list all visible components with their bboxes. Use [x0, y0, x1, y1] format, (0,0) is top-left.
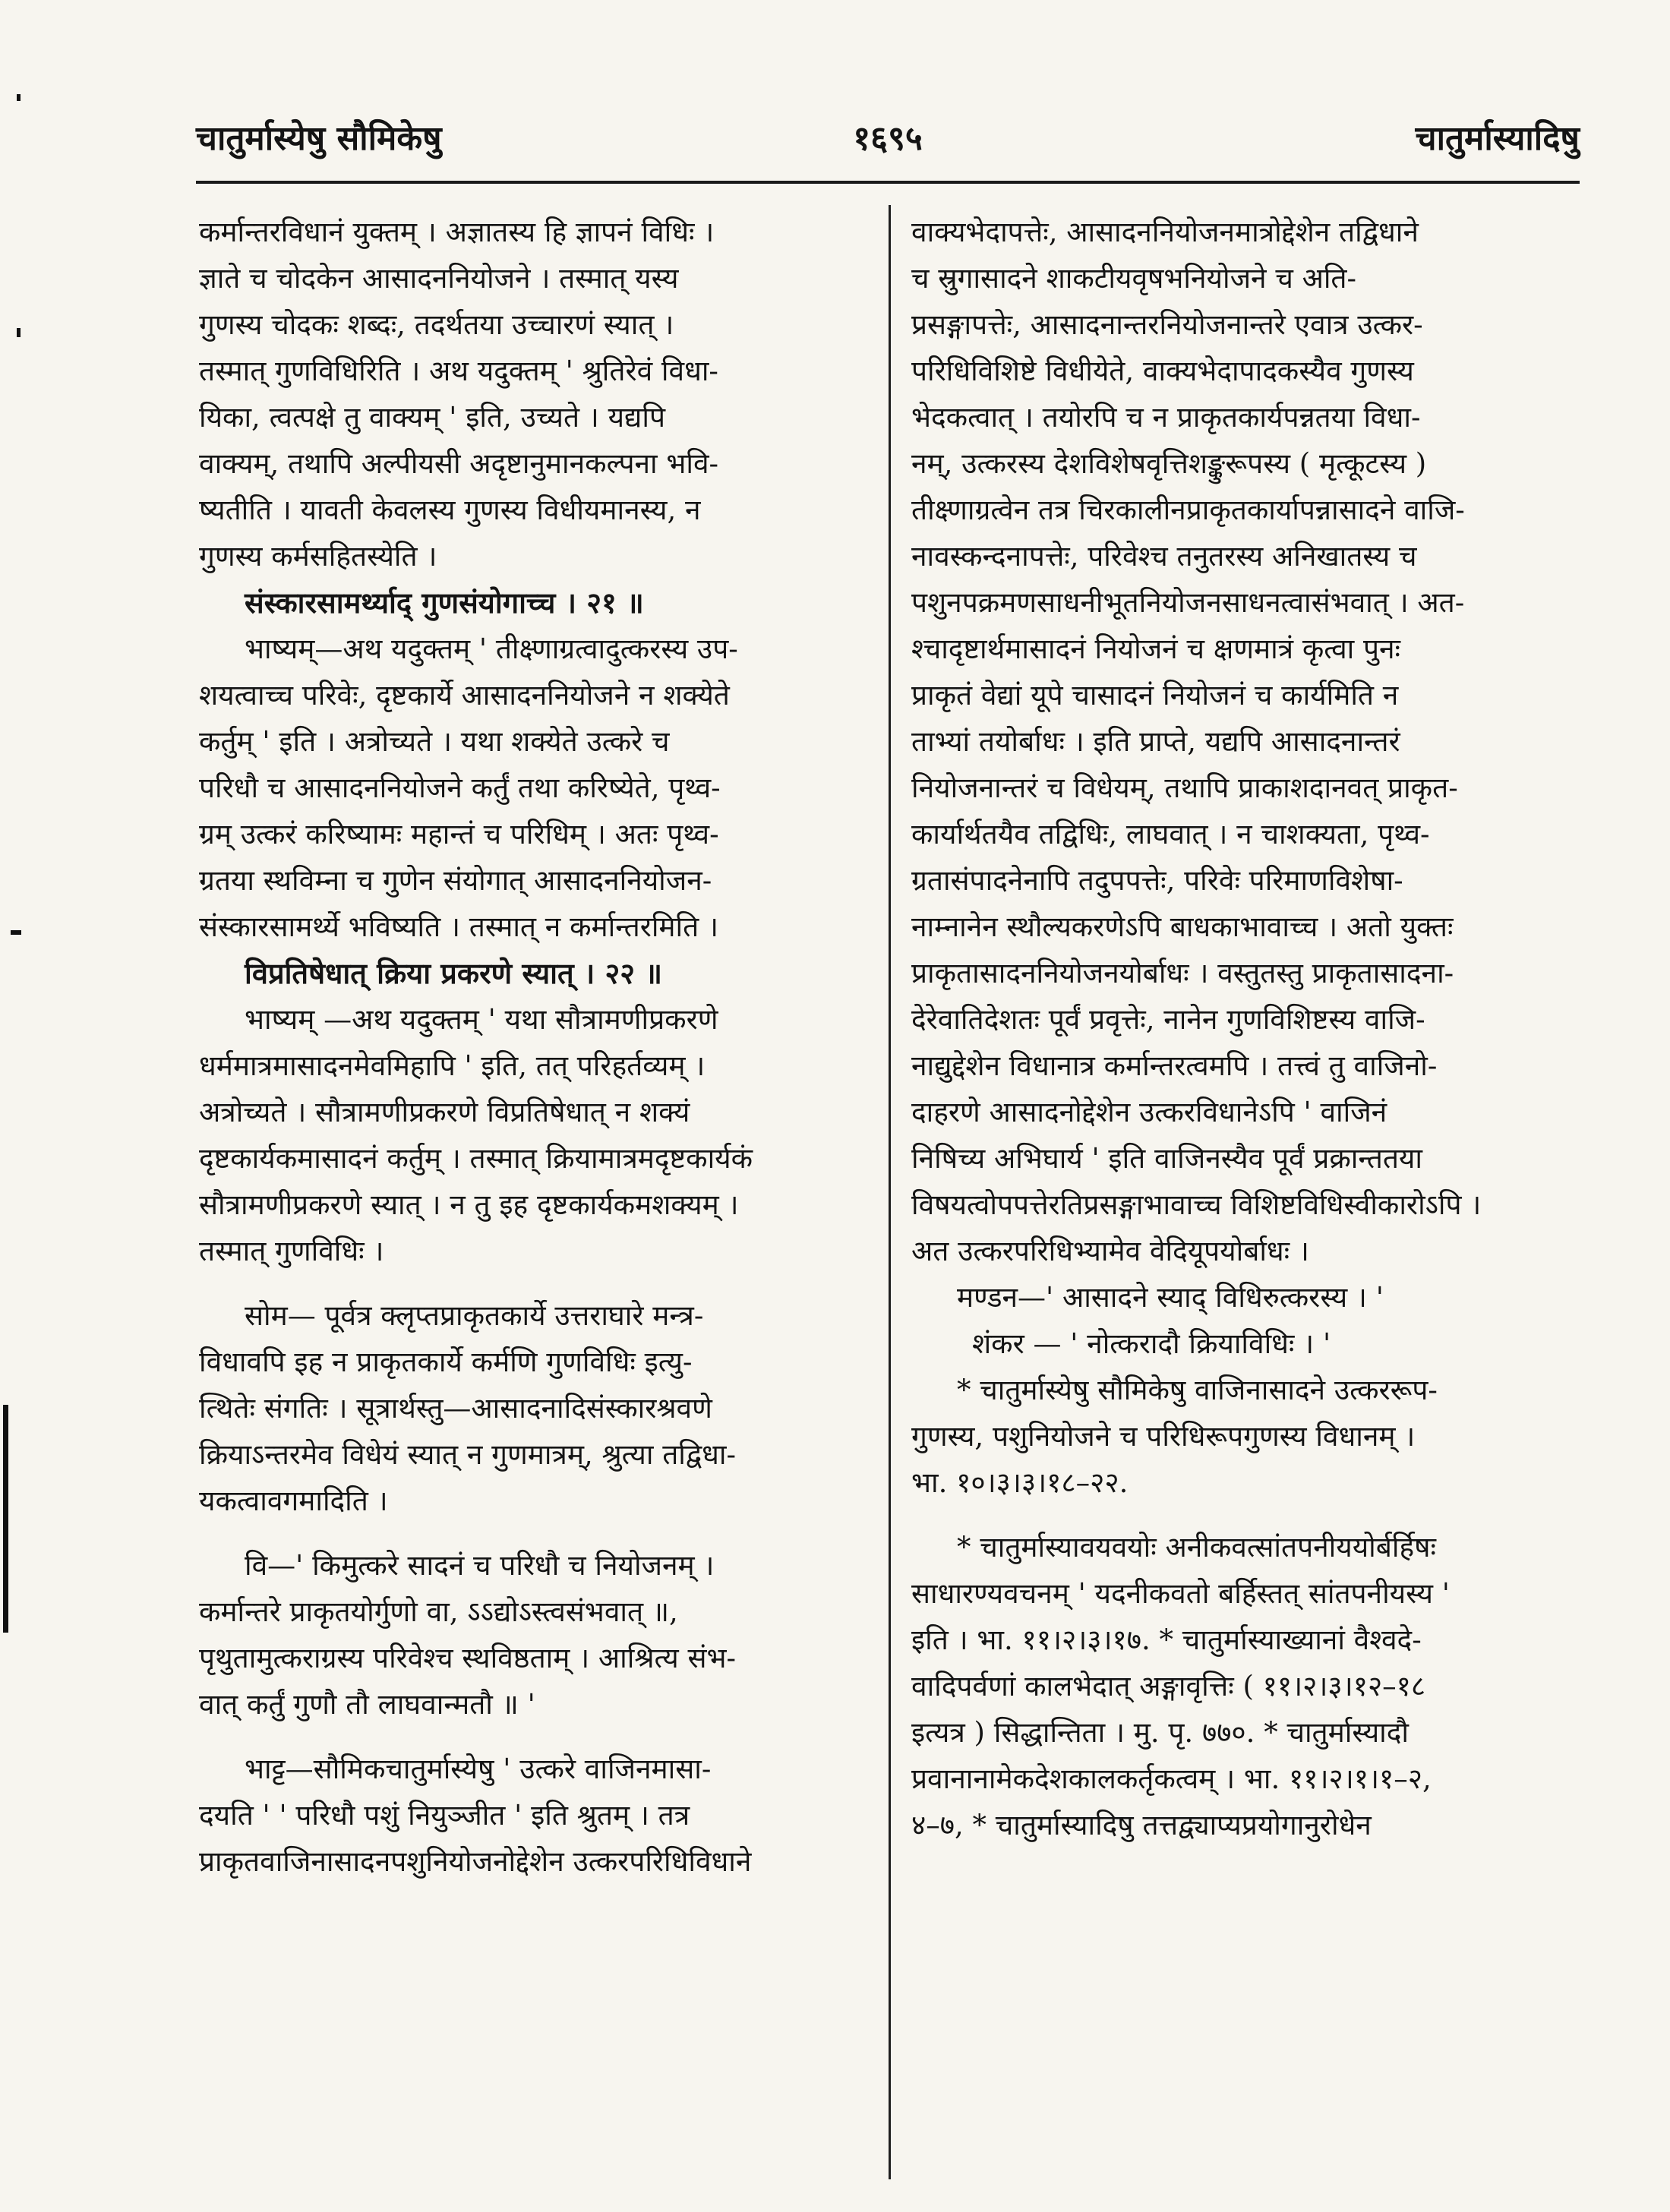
text-line: ग्रतासंपादनेनापि तदुपपत्तेः, परिवेः परिमाणविशेषा-: [911, 864, 1403, 897]
text-line: यकत्वावगमादिति ।: [199, 1485, 388, 1517]
text-line: धर्ममात्रमासादनमेवमिहापि ' इति, तत् परिहर्तव्यम् ।: [199, 1049, 706, 1082]
text-line: च स्रुगासादने शाकटीयवृषभनियोजने च अति-: [911, 262, 1357, 295]
text-line: तस्मात् गुणविधिः ।: [199, 1235, 384, 1267]
text-line: वाक्यम्, तथापि अल्पीयसी अदृष्टानुमानकल्पना भवि-: [199, 447, 719, 480]
text-line: मण्डन—' आसादने स्याद् विधिरुत्करस्य । ': [957, 1281, 1384, 1314]
text-line: श्चादृष्टार्थमासादनं नियोजनं च क्षणमात्रं कृत्वा पुनः: [911, 633, 1401, 665]
text-line: प्राकृतं वेद्यां यूपे चासादनं नियोजनं च कार्यमिति न: [911, 679, 1399, 712]
page-header: [196, 114, 1580, 171]
text-line: अत्रोच्यते । सौत्रामणीप्रकरणे विप्रतिषेधात् न शक्यं: [199, 1096, 690, 1128]
text-line: ताभ्यां तयोर्बाधः । इति प्राप्ते, यद्यपि आसादनान्तरं: [911, 725, 1400, 758]
text-line: ज्ञाते च चोदकेन आसादननियोजने । तस्मात् यस्य: [199, 262, 679, 295]
text-line: दयति ' ' परिधौ पशुं नियुञ्जीत ' इति श्रुतम् । तत्र: [199, 1799, 690, 1832]
text-line: गुणस्य, पशुनियोजने च परिधिरूपगुणस्य विधानम् ।: [911, 1420, 1416, 1453]
text-line: नाम्नानेन स्थौल्यकरणेऽपि बाधकाभावाच्च । अतो युक्तः: [911, 910, 1454, 943]
text-line: कर्तुम् ' इति । अत्रोच्यते । यथा शक्येते उत्करे च: [199, 725, 670, 758]
text-line: भाष्यम्—अथ यदुक्तम् ' तीक्ष्णाग्रत्वादुत्करस्य उप-: [245, 633, 738, 665]
text-line: * चातुर्मास्येषु सौमिकेषु वाजिनासादने उत्कररूप-: [957, 1374, 1438, 1406]
text-line: तस्मात् गुणविधिरिति । अथ यदुक्तम् ' श्रुतिरेवं विधा-: [199, 355, 718, 387]
text-line: विधावपि इह न प्राकृतकार्ये कर्मणि गुणविधिः इत्यु-: [199, 1346, 693, 1378]
text-line: ग्रतया स्थविम्ना च गुणेन संयोगात् आसादननियोजन-: [199, 864, 712, 897]
text-line: प्राकृतवाजिनासादनपशुनियोजनोद्देशेन उत्करपरिधिविधाने: [199, 1845, 752, 1878]
header-right-title: चातुर्मास्यादिषु: [1415, 119, 1580, 158]
text-line: गुणस्य चोदकः शब्दः, तदर्थतया उच्चारणं स्यात् ।: [199, 308, 674, 341]
text-line: भाष्यम् —अथ यदुक्तम् ' यथा सौत्रामणीप्रकरणे: [245, 1003, 718, 1036]
text-line: कार्यार्थतयैव तद्विधिः, लाघवात् । न चाशक्यता, पृथ्व-: [911, 818, 1430, 850]
text-line: भाट्ट—सौमिकचातुर्मास्येषु ' उत्करे वाजिनमासा-: [245, 1753, 712, 1785]
text-line: प्रसङ्गापत्तेः, आसादनान्तरनियोजनान्तरे एवात्र उत्कर-: [911, 308, 1423, 341]
text-line: नाद्युद्देशेन विधानात्र कर्मान्तरत्वमपि । तत्त्वं तु वाजिनो-: [911, 1049, 1438, 1082]
left-column: [199, 209, 866, 1885]
text-line: नम्, उत्करस्य देशविशेषवृत्तिशङ्कुरूपस्य ( मृत्कूटस्य ): [911, 447, 1427, 480]
text-line: कर्मान्तरविधानं युक्तम् । अज्ञातस्य हि ज्ञापनं विधिः ।: [199, 216, 715, 248]
text-line: गुणस्य कर्मसहितस्येति ।: [199, 540, 437, 573]
scan-edge-mark: [3, 1405, 8, 1633]
text-line: पशुनपक्रमणसाधनीभूतनियोजनसाधनत्वासंभवात् । अत-: [911, 586, 1465, 619]
header-rule: [196, 181, 1580, 184]
text-line: ४–७, * चातुर्मास्यादिषु तत्तद्व्याप्यप्रयोगानुरोधेन: [911, 1809, 1372, 1841]
column-divider: [889, 205, 891, 2179]
text-line: भा. १०।३।३।१८–२२.: [911, 1466, 1129, 1499]
scan-speck: [11, 930, 21, 935]
text-line: तीक्ष्णाग्रत्वेन तत्र चिरकालीनप्राकृतकार्यापन्नासादने वाजि-: [911, 494, 1465, 526]
text-line: विषयत्वोपपत्तेरतिप्रसङ्गाभावाच्च विशिष्टविधिस्वीकारोऽपि ।: [911, 1188, 1482, 1221]
text-line: वादिपर्वणां कालभेदात् अङ्गावृत्तिः ( ११।२।३।१२–१८: [911, 1670, 1426, 1702]
sutra-21: संस्कारसामर्थ्याद् गुणसंयोगाच्च । २१ ॥: [245, 585, 644, 620]
scan-speck: [17, 94, 21, 101]
text-line: अत उत्करपरिधिभ्यामेव वेदियूपयोर्बाधः ।: [911, 1235, 1309, 1267]
text-line: वाक्यभेदापत्तेः, आसादननियोजनमात्रोद्देशेन तद्विधाने: [911, 216, 1419, 248]
text-line: यिका, त्वत्पक्षे तु वाक्यम् ' इति, उच्यते । यद्यपि: [199, 401, 665, 434]
text-line: परिधौ च आसादननियोजने कर्तुं तथा करिष्येते, पृथ्व-: [199, 772, 721, 804]
text-line: साधारण्यवचनम् ' यदनीकवतो बर्हिस्तत् सांतपनीयस्य ': [911, 1577, 1450, 1610]
text-line: ग्रम् उत्करं करिष्यामः महान्तं च परिधिम् । अतः पृथ्व-: [199, 818, 719, 850]
text-line: दाहरणे आसादनोद्देशेन उत्करविधानेऽपि ' वाजिनं: [911, 1096, 1387, 1128]
text-line: भेदकत्वात् । तयोरपि च न प्राकृतकार्यपन्नतया विधा-: [911, 401, 1421, 434]
text-line: * चातुर्मास्यावयवयोः अनीकवत्सांतपनीययोर्बर्हिषः: [957, 1531, 1436, 1564]
text-line: वात् कर्तुं गुणौ तौ लाघवान्मतौ ॥ ': [199, 1688, 535, 1721]
text-line: ष्यतीति । यावती केवलस्य गुणस्य विधीयमानस्य, न: [199, 494, 701, 526]
text-line: शयत्वाच्च परिवेः, दृष्टकार्ये आसादननियोजने न शक्येते: [199, 679, 730, 712]
text-line: पृथुतामुत्कराग्रस्य परिवेश्च स्थविष्ठताम् । आश्रित्य संभ-: [199, 1642, 737, 1674]
text-line: दृष्टकार्यकमासादनं कर्तुम् । तस्मात् क्रियामात्रमदृष्टकार्यकं: [199, 1142, 753, 1175]
text-line: इत्यत्र ) सिद्धान्तिता । मु. पृ. ७७०. * चातुर्मास्यादौ: [911, 1716, 1409, 1749]
text-line: निषिच्य अभिघार्य ' इति वाजिनस्यैव पूर्वं प्रक्रान्ततया: [911, 1142, 1422, 1175]
page-number: १६९५: [853, 119, 923, 158]
text-line: वि—' किमुत्करे सादनं च परिधौ च नियोजनम् ।: [245, 1549, 715, 1582]
text-line: नियोजनान्तरं च विधेयम्, तथापि प्राकाशदानवत् प्राकृत-: [911, 772, 1458, 804]
text-line: क्रियाऽन्तरमेव विधेयं स्यात् न गुणमात्रम्, श्रुत्या तद्विधा-: [199, 1438, 736, 1471]
right-column: [911, 209, 1578, 1848]
text-line: सौत्रामणीप्रकरणे स्यात् । न तु इह दृष्टकार्यकमशक्यम् ।: [199, 1188, 739, 1221]
header-left-title: चातुर्मास्येषु सौमिकेषु: [196, 119, 442, 158]
text-line: शंकर — ' नोत्करादौ क्रियाविधिः । ': [972, 1327, 1331, 1360]
text-line: कर्मान्तरे प्राकृतयोर्गुणो वा, ऽऽद्योऽस्त्वसंभवात् ॥,: [199, 1595, 678, 1628]
text-line: नावस्कन्दनापत्तेः, परिवेश्च तनुतरस्य अनिखातस्य च: [911, 540, 1417, 573]
text-line: देरेवातिदेशतः पूर्वं प्रवृत्तेः, नानेन गुणविशिष्टस्य वाजि-: [911, 1003, 1425, 1036]
text-line: सोम— पूर्वत्र क्लृप्तप्राकृतकार्ये उत्तराघारे मन्त्र-: [245, 1299, 704, 1332]
sutra-22: विप्रतिषेधात् क्रिया प्रकरणे स्यात् । २२ ॥: [245, 956, 663, 990]
text-line: त्थितेः संगतिः । सूत्रार्थस्तु—आसादनादिसंस्कारश्रवणे: [199, 1392, 712, 1425]
text-line: परिधिविशिष्टे विधीयेते, वाक्यभेदापादकस्यैव गुणस्य: [911, 355, 1414, 387]
text-line: प्राकृतासादननियोजनयोर्बाधः । वस्तुतस्तु प्राकृतासादना-: [911, 957, 1454, 989]
scan-speck: [17, 328, 21, 337]
text-line: प्रवानानामेकदेशकालकर्तृकत्वम् । भा. ११।२।१।१–२,: [911, 1762, 1432, 1795]
text-line: इति । भा. ११।२।३।१७. * चातुर्मास्याख्यानां वैश्वदे-: [911, 1624, 1422, 1656]
text-line: संस्कारसामर्थ्ये भविष्यति । तस्मात् न कर्मान्तरमिति ।: [199, 910, 718, 943]
